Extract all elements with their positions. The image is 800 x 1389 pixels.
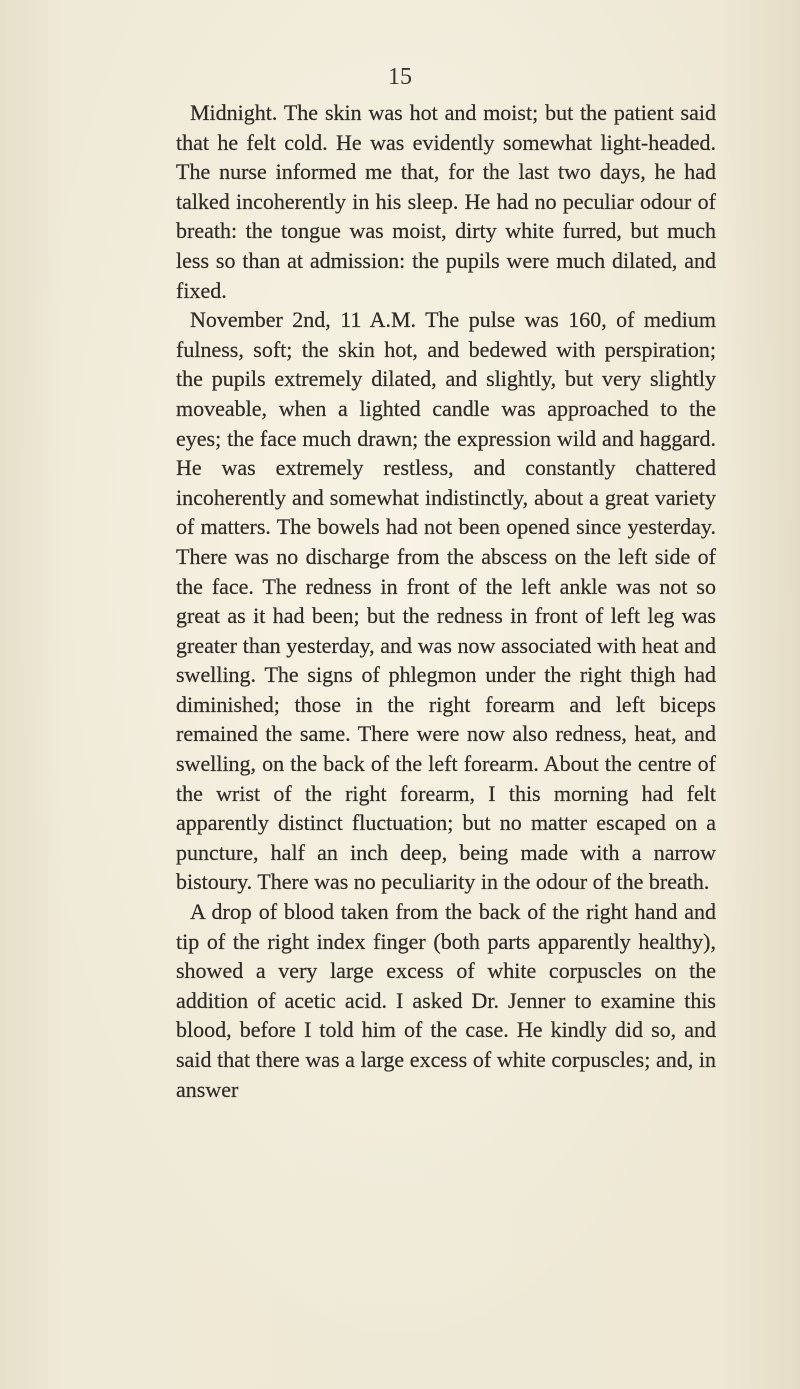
- body-text: [176, 98, 716, 1104]
- page-number: 15: [388, 64, 412, 90]
- paragraph-midnight: Midnight. The skin was hot and moist; but the patient said that he felt cold. He was evidently somewhat light-headed. The nurse informed me that, for the last two days, he had talked incoherently in his sleep. He had no peculiar odour of breath: the tongue was moist, dirty white furred, but much less so than at admission: the pupils were much dilated, and fixed.: [176, 100, 716, 303]
- paragraph-blood-drop: A drop of blood taken from the back of the right hand and tip of the right index finger (both parts apparently healthy), showed a very large excess of white corpuscles on the addition of acetic acid. I asked Dr. Jenner to examine this blood, before I told him of the case. He kindly did so, and said that there was a large excess of white corpuscles; and, in answer: [176, 899, 716, 1102]
- paragraph-november-2nd: November 2nd, 11 A.M. The pulse was 160, of medium fulness, soft; the skin hot, and bedewed with perspiration; the pupils extremely dilated, and slightly, but very slightly moveable, when a lighted candle was approached to the eyes; the face much drawn; the expression wild and haggard. He was extremely restless, and constantly chattered incoherently and somewhat indistinctly, about a great variety of matters. The bowels had not been opened since yesterday. There was no discharge from the abscess on the left side of the face. The redness in front of the left ankle was not so great as it had been; but the redness in front of left leg was greater than yesterday, and was now associated with heat and swelling. The signs of phlegmon under the right thigh had diminished; those in the right forearm and left biceps remained the same. There were now also redness, heat, and swelling, on the back of the left forearm. About the centre of the wrist of the right forearm, I this morning had felt apparently distinct fluctuation; but no matter escaped on a puncture, half an inch deep, being made with a narrow bistoury. There was no peculiarity in the odour of the breath.: [176, 307, 716, 895]
